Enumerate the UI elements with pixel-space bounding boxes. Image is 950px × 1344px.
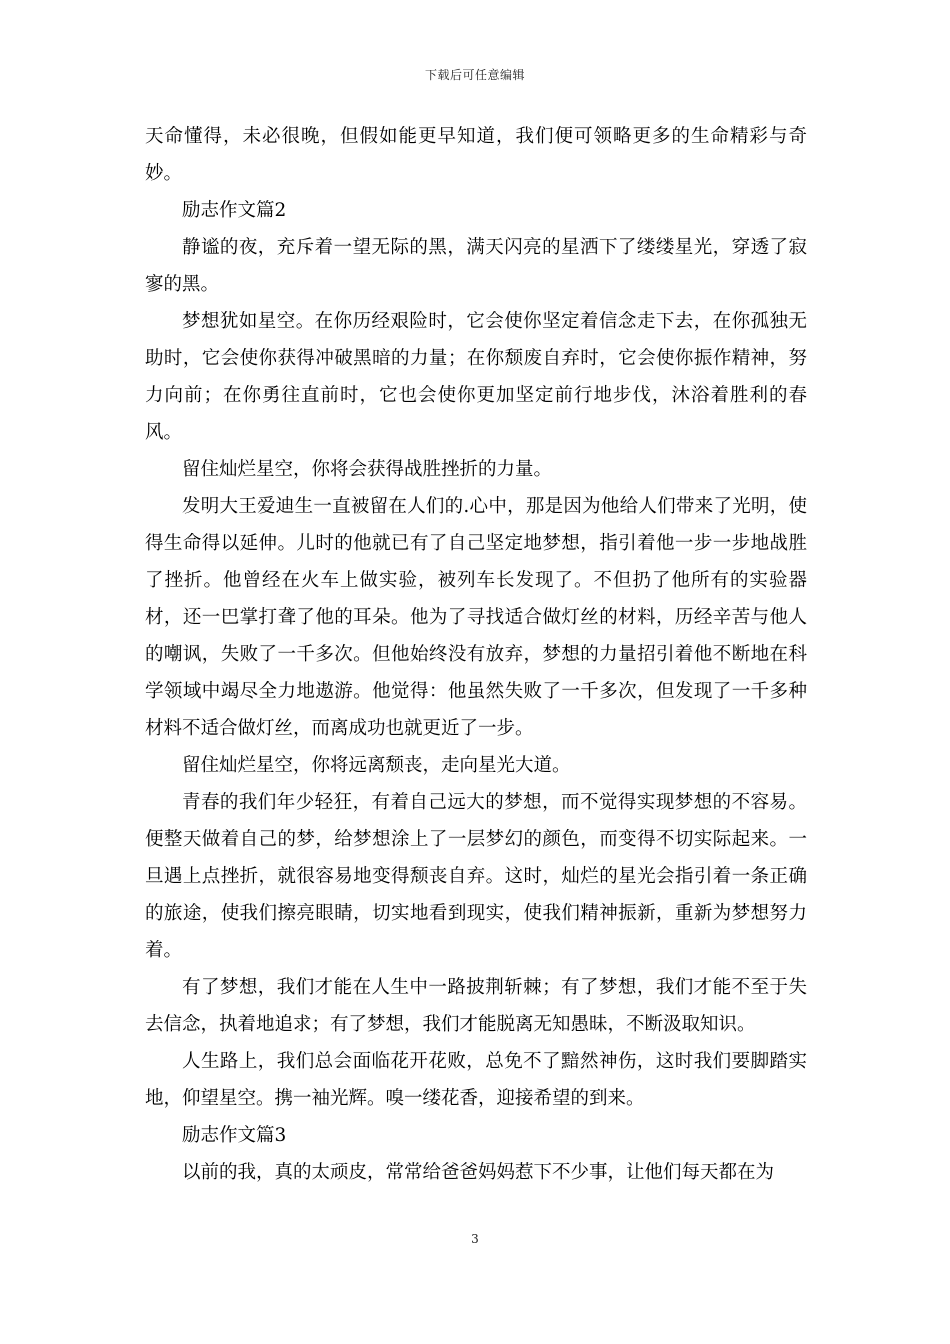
page-number: 3 bbox=[471, 1232, 479, 1246]
paragraph: 青春的我们年少轻狂，有着自己远大的梦想，而不觉得实现梦想的不容易。便整天做着自己的梦，给梦想涂上了一层梦幻的颜色，而变得不切实际起来。一旦遇上点挫折，就很容易地变得颓丧自弃。这时，灿烂的星光会指引着一条正确的旅途，使我们擦亮眼睛，切实地看到现实，使我们精神振新，重新为梦想努力着。 bbox=[145, 792, 807, 961]
paragraph: 静谧的夜，充斥着一望无际的黑，满天闪亮的星洒下了缕缕星光，穿透了寂寥的黑。 bbox=[145, 237, 807, 295]
page-header: 下载后可任意编辑 bbox=[424, 68, 525, 82]
paragraph: 留住灿烂星空，你将远离颓丧，走向星光大道。 bbox=[182, 755, 571, 776]
paragraph: 梦想犹如星空。在你历经艰险时，它会使你坚定着信念走下去，在你孤独无助时，它会使你获得冲破黑暗的力量；在你颓废自弃时，它会使你振作精神，努力向前；在你勇往直前时，它也会使你更加坚定前行地步伐，沐浴着胜利的春风。 bbox=[145, 311, 807, 443]
document-body bbox=[145, 118, 807, 1191]
paragraph: 人生路上，我们总会面临花开花败，总免不了黯然神伤，这时我们要脚踏实地，仰望星空。携一袖光辉。嗅一缕花香，迎接希望的到来。 bbox=[145, 1051, 807, 1109]
paragraph: 天命懂得，未必很晚，但假如能更早知道，我们便可领略更多的生命精彩与奇妙。 bbox=[145, 126, 807, 184]
paragraph: 留住灿烂星空，你将会获得战胜挫折的力量。 bbox=[182, 459, 553, 480]
section-heading: 励志作文篇3 bbox=[182, 1125, 287, 1146]
paragraph: 有了梦想，我们才能在人生中一路披荆斩棘；有了梦想，我们才能不至于失去信念，执着地追求；有了梦想，我们才能脱离无知愚昧，不断汲取知识。 bbox=[145, 977, 807, 1035]
section-heading: 励志作文篇2 bbox=[182, 200, 287, 221]
paragraph: 以前的我，真的太顽皮，常常给爸爸妈妈惹下不少事，让他们每天都在为 bbox=[182, 1162, 775, 1183]
paragraph: 发明大王爱迪生一直被留在人们的.心中，那是因为他给人们带来了光明，使得生命得以延伸。儿时的他就已有了自己坚定地梦想，指引着他一步一步地战胜了挫折。他曾经在火车上做实验，被列车长发现了。不但扔了他所有的实验器材，还一巴掌打聋了他的耳朵。他为了寻找适合做灯丝的材料，历经辛苦与他人的嘲讽，失败了一千多次。但他始终没有放弃，梦想的力量招引着他不断地在科学领域中竭尽全力地遨游。他觉得：他虽然失败了一千多次，但发现了一千多种材料不适合做灯丝，而离成功也就更近了一步。 bbox=[145, 496, 807, 739]
